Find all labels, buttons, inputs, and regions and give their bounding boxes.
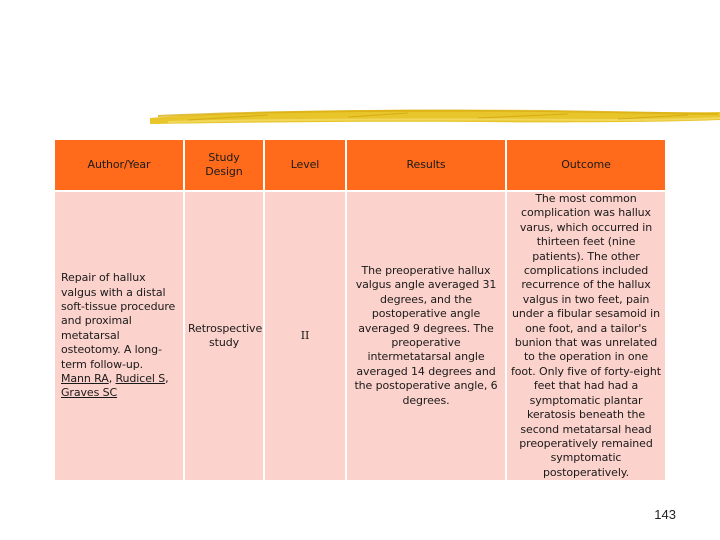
author-link-mann[interactable]: Mann RA bbox=[61, 372, 109, 386]
cell-results: The preoperative hallux valgus angle averaged 31 degrees, and the postoperative angle averaged 9 degrees. The preoperative intermetatarsal angle averaged 14 degrees and the postoperative angle, 6 degrees. bbox=[346, 191, 506, 481]
header-outcome: Outcome bbox=[506, 139, 666, 191]
cell-outcome: The most common complication was hallux varus, which occurred in thirteen feet (nine patients). The other complications included recurrence of the hallux valgus in two feet, pain under a fibular sesamoid in one foot, and a tailor's bunion that was unrelated to the operation in one foot. Only five of forty-eight feet that had had a symptomatic plantar keratosis beneath the second metatarsal head preoperatively remained symptomatic postoperatively. bbox=[506, 191, 666, 481]
header-results: Results bbox=[346, 139, 506, 191]
literature-review-table bbox=[53, 138, 667, 482]
table-row bbox=[54, 191, 666, 481]
header-author-year: Author/Year bbox=[54, 139, 184, 191]
cell-author-year: Repair of hallux valgus with a distal soft-tissue procedure and proximal metatarsal osteotomy. A long-term follow-up. Mann RA, Rudicel S, Graves SC bbox=[54, 191, 184, 481]
page-number: 143 bbox=[654, 507, 676, 522]
decorative-brush-stroke bbox=[148, 101, 720, 129]
article-title: Repair of hallux valgus with a distal soft-tissue procedure and proximal metatarsal osteotomy. A long-term follow-up. bbox=[61, 271, 176, 371]
author-link-graves[interactable]: Graves SC bbox=[61, 386, 118, 400]
header-study-design: Study Design bbox=[184, 139, 264, 191]
cell-level: II bbox=[264, 191, 346, 481]
cell-study-design: Retrospective study bbox=[184, 191, 264, 481]
author-link-rudicel[interactable]: Rudicel S bbox=[115, 372, 166, 386]
table-header-row bbox=[54, 139, 666, 191]
header-level: Level bbox=[264, 139, 346, 191]
